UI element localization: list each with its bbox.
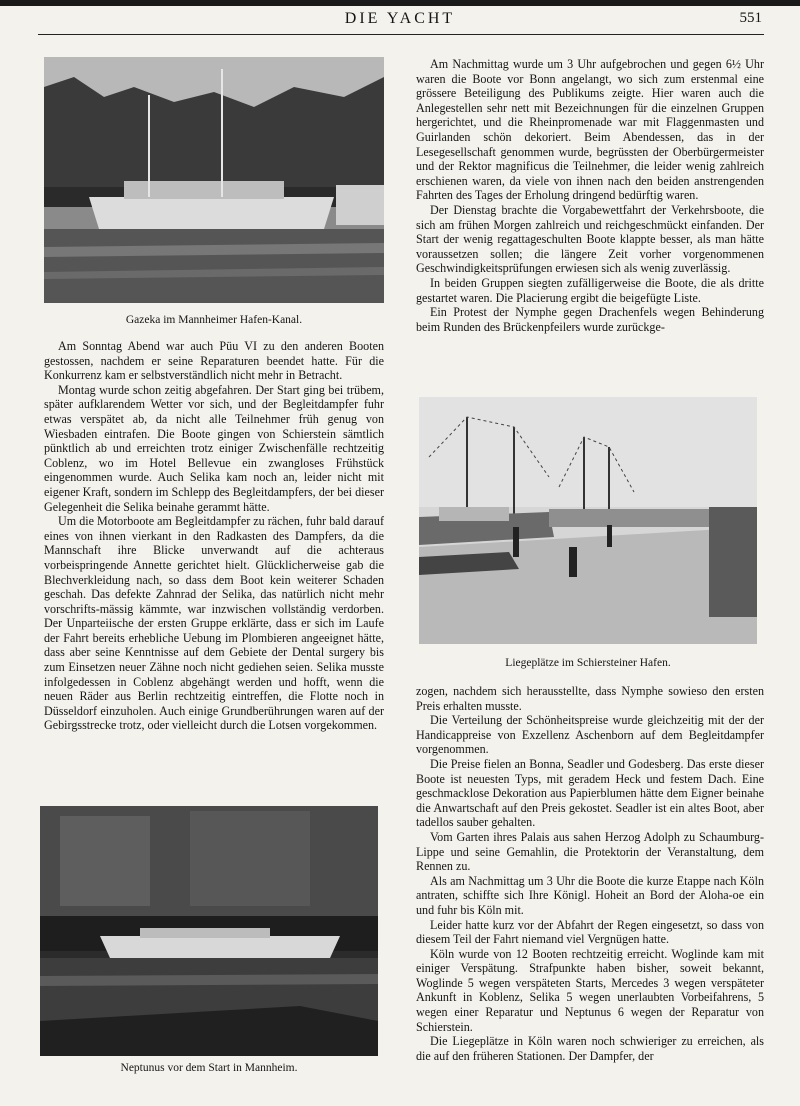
caption-gazeka: Gazeka im Mannheimer Hafen-Kanal.: [125, 314, 303, 326]
photo-neptunus-illustration: [40, 806, 378, 1056]
header-rule: [38, 34, 764, 35]
left-column-text: [44, 339, 384, 794]
paragraph: Ein Protest der Nymphe gegen Drachenfels wegen Behinderung beim Runden des Brückenpfeilers wurde zurückge-: [416, 305, 764, 334]
paragraph: zogen, nachdem sich herausstellte, dass Nymphe sowieso den ersten Preis erhalten musste.: [416, 684, 764, 713]
caption-liegeplaetze: Liegeplätze im Schiersteiner Hafen.: [505, 657, 671, 669]
paragraph: Die Verteilung der Schönheitspreise wurde gleichzeitig mit der der Handicappreise von Exzellenz Aschenborn auf dem Begleitdampfer vorgenommen.: [416, 713, 764, 757]
caption-neptunus: Neptunus vor dem Start in Mannheim.: [120, 1062, 298, 1074]
paragraph: Als am Nachmittag um 3 Uhr die Boote die kurze Etappe nach Köln antraten, schiffte sich Ihre Königl. Hoheit an Bord der Aloha-oe ein und fuhr bis Köln mit.: [416, 873, 764, 917]
right-column-bottom-text: [416, 684, 764, 1094]
paragraph: Am Sonntag Abend war auch Püu VI zu den anderen Booten gestossen, nachdem er seine Reparaturen beendet hatte. Für die Konkurrenz kam er selbstverständlich nicht mehr in Betracht.: [44, 339, 384, 383]
paragraph: Köln wurde von 12 Booten rechtzeitig erreicht. Woglinde kam mit einiger Verspätung. Strafpunkte haben bisher, soweit bekannt, Woglinde 5 wegen verspäteten Starts, Mercedes 3 wegen verspäteter Ankunft in Koblenz, Selika 5 wegen unerlaubten Vorbeifahrens, 5 wegen einer Reparatur und Neptunus 6 wegen der Reparatur von Schierstein.: [416, 946, 764, 1034]
photo-liegeplaetze-illustration: [419, 397, 757, 644]
page-number: 551: [739, 10, 762, 26]
page-header: [38, 10, 762, 32]
paragraph: In beiden Gruppen siegten zufälligerweise die Boote, die als dritte gestartet waren. Die Placierung ergibt die beigefügte Liste.: [416, 275, 764, 305]
paragraph: Um die Motorboote am Begleitdampfer zu rächen, fuhr bald darauf eines von ihnen vierkant in den Radkasten des Dampfers, da die Mannschaft ihre Blicke unverwandt auf die achteraus vorbeispringende Annette gerichtet hielt. Glücklicherweise gab die Blechverkleidung nach, so dass dem Boot kein weiterer Schaden geschah. Das defekte Zahnrad der Selika, das natürlich nicht mehr vorschrifts-mässig kämmte, war inzwischen vollständig verdorben. Der Unparteiische der ersten Gruppe erklärte, dass er sich im Laufe der Fahrt bereits erhebliche Uebung im Plombieren angeeignet hätte, dass aber seine Kenntnisse auf dem Gebiete der Dental surgery bis zum Einsetzen neuer Zähne noch nicht gediehen seien. Selika musste infolgedessen in Coblenz abgehängt werden und hofft, wenn die neuen Räder aus Berlin rechtzeitig eintreffen, die Flotte noch in Düsseldorf einzuholen. Auch einige Grundberührungen waren auf der Gebirgsstrecke trotz, oder vielleicht durch die Lotsen vorgekommen.: [44, 514, 384, 733]
photo-liegeplaetze: [419, 397, 757, 644]
photo-gazeka-illustration: [44, 57, 384, 303]
photo-gazeka: [44, 57, 384, 303]
photo-neptunus: [40, 806, 378, 1056]
paragraph: Der Dienstag brachte die Vorgabewettfahrt der Verkehrsboote, die sich am frühen Morgen zahlreich und reichgeschmückt einfanden. Der Start der wenig regattageschulten Boote klappte besser, als man hätte voraussetzen sollen; die längere Zeit vorher vorgenommenen Geschwindigkeitsprüfungen erwiesen sich als wenig zuverlässig.: [416, 202, 764, 276]
paragraph: Am Nachmittag wurde um 3 Uhr aufgebrochen und gegen 6½ Uhr waren die Boote vor Bonn angelangt, wo sich zum erstenmal eine grössere Beteiligung des Publikums zeigte. Hier waren auch die Anlegestellen sehr nett mit Bezeichnungen für die einzelnen Gruppen hergerichtet, und die Rheinpromenade war mit Flaggenmasten und Guirlanden schön dekoriert. Beim Abendessen, das in der Lesegesellschaft genommen wurde, begrüssten der Oberbürgermeister und der Rektor magnificus die Teilnehmer, die leider wenig zahlreich erschienen waren, da viele von ihnen nach den beiden anstrengenden Fahrten des Tages der Erholung dringend bedürftig waren.: [416, 57, 764, 203]
paragraph: Montag wurde schon zeitig abgefahren. Der Start ging bei trübem, später aufklarendem Wetter vor sich, und der Begleitdampfer fuhr etwas verspätet ab, da nicht alle Teilnehmer früh genug von Wiesbaden eintrafen. Die Boote gingen von Schierstein sämtlich pünktlich ab und erreichten trotz einiger Zwischenfälle rechtzeitig Coblenz, wo im Hotel Bellevue ein zwangloses Frühstück eingenommen wurde. Auch Selika kam noch an, leider nicht mit eigener Kraft, sondern im Schlepp des Begleitdampfers, der bei dieser Gelegenheit die Selika beinahe gerammt hätte.: [44, 382, 384, 514]
right-column-top-text: [416, 57, 764, 387]
paragraph: Die Liegeplätze in Köln waren noch schwieriger zu erreichen, als die auf den früheren Stationen. Der Dampfer, der: [416, 1034, 764, 1063]
paragraph: Die Preise fielen an Bonna, Seadler und Godesberg. Das erste dieser Boote ist neuesten Typs, mit geradem Heck und festem Dach. Eine geschmacklose Dekoration aus Papierblumen hätte dem Eigner beinahe die Anwartschaft auf den Preis gekostet. Seadler ist ein altes Boot, aber tadellos sauber gehalten.: [416, 756, 764, 830]
top-border-line: [0, 0, 800, 6]
paragraph: Vom Garten ihres Palais aus sahen Herzog Adolph zu Schaumburg-Lippe und seine Gemahlin, die Protektorin der Veranstaltung, dem Rennen zu.: [416, 829, 764, 874]
paragraph: Leider hatte kurz vor der Abfahrt der Regen eingesetzt, so dass von diesem Teil der Fahrt niemand viel Vergnügen hatte.: [416, 917, 764, 947]
magazine-title: DIE YACHT: [344, 10, 456, 27]
